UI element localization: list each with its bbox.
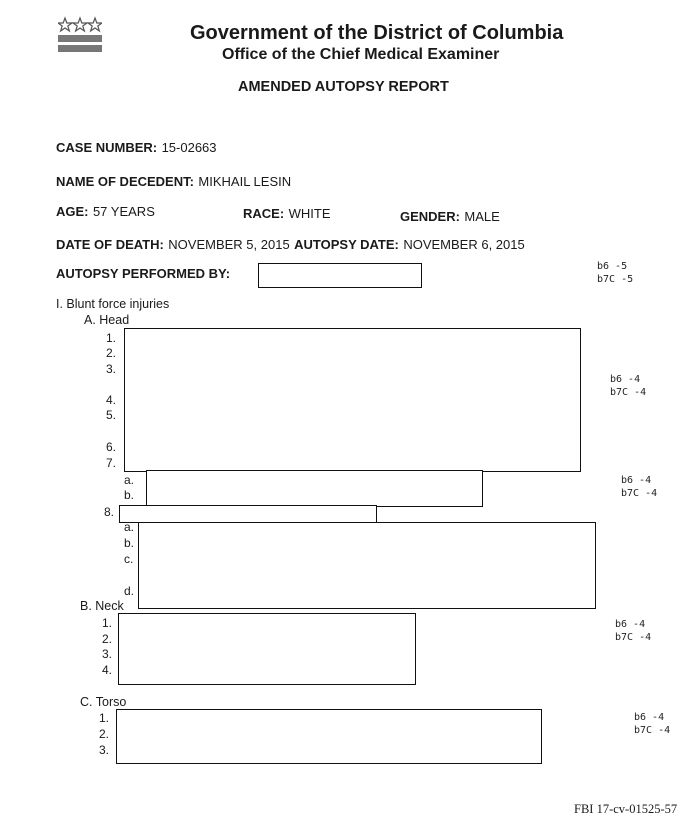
- list-number: 6.: [106, 440, 117, 454]
- date-of-death-label: DATE OF DEATH:: [56, 237, 164, 252]
- exemption-code: b6 -4 b7C -4: [621, 475, 658, 499]
- autopsy-date-label: AUTOPSY DATE:: [294, 237, 399, 252]
- list-letter: b.: [124, 488, 135, 502]
- list-number: 2.: [102, 632, 113, 646]
- exemption-code: b6 -4 b7C -4: [634, 712, 671, 736]
- list-number: 8.: [104, 505, 115, 519]
- age-row: [56, 203, 155, 221]
- decedent-row: [56, 173, 291, 191]
- case-number-row: [56, 139, 217, 157]
- redaction-box: [124, 328, 581, 472]
- list-number: 1.: [99, 711, 110, 725]
- list-number: 1.: [106, 331, 117, 345]
- redaction-box: [146, 470, 483, 507]
- redaction-box: [119, 505, 377, 523]
- list-letter: a.: [124, 520, 135, 534]
- redaction-box: [258, 263, 422, 288]
- date-of-death-value: NOVEMBER 5, 2015: [168, 237, 290, 252]
- list-number: 4.: [102, 663, 113, 677]
- list-number: 2.: [106, 346, 117, 360]
- gender-row: [400, 208, 500, 226]
- list-number: 4.: [106, 393, 117, 407]
- age-value: 57 YEARS: [92, 204, 155, 219]
- subsection-head-title: A. Head: [84, 313, 130, 327]
- redaction-box: [116, 709, 542, 764]
- case-number-label: CASE NUMBER:: [56, 140, 158, 155]
- exemption-code: b6 -4 b7C -4: [615, 619, 652, 643]
- list-number: 3.: [99, 743, 110, 757]
- list-letter: b.: [124, 536, 135, 550]
- dates-row: [56, 236, 525, 254]
- subsection-neck-title: B. Neck: [80, 599, 124, 613]
- redaction-box: [118, 613, 416, 685]
- list-number: 1.: [102, 616, 113, 630]
- exemption-code: b6 -5 b7C -5: [597, 261, 634, 285]
- autopsy-date-value: NOVEMBER 6, 2015: [403, 237, 525, 252]
- list-number: 2.: [99, 727, 110, 741]
- performed-by-label: AUTOPSY PERFORMED BY:: [56, 266, 231, 281]
- list-number: 7.: [106, 456, 117, 470]
- header-government: Government of the District of Columbia: [190, 22, 564, 44]
- list-number: 3.: [106, 362, 117, 376]
- section-heading: I. Blunt force injuries: [56, 297, 170, 311]
- bates-number: FBI 17-cv-01525-57: [574, 802, 678, 816]
- race-row: [243, 205, 331, 223]
- race-label: RACE:: [243, 206, 285, 221]
- report-title: AMENDED AUTOPSY REPORT: [238, 79, 449, 95]
- list-letter: c.: [124, 552, 134, 566]
- age-label: AGE:: [56, 204, 89, 219]
- list-letter: a.: [124, 473, 135, 487]
- header-office: Office of the Chief Medical Examiner: [222, 46, 500, 63]
- gender-label: GENDER:: [400, 209, 460, 224]
- case-number-value: 15-02663: [161, 140, 217, 155]
- dc-flag-logo: [58, 16, 102, 54]
- decedent-value: MIKHAIL LESIN: [198, 174, 292, 189]
- exemption-code: b6 -4 b7C -4: [610, 374, 647, 398]
- list-number: 5.: [106, 408, 117, 422]
- list-letter: d.: [124, 584, 135, 598]
- redaction-box: [138, 522, 596, 609]
- decedent-label: NAME OF DECEDENT:: [56, 174, 194, 189]
- gender-value: MALE: [464, 209, 500, 224]
- subsection-torso-title: C. Torso: [80, 695, 127, 709]
- list-number: 3.: [102, 647, 113, 661]
- race-value: WHITE: [288, 206, 331, 221]
